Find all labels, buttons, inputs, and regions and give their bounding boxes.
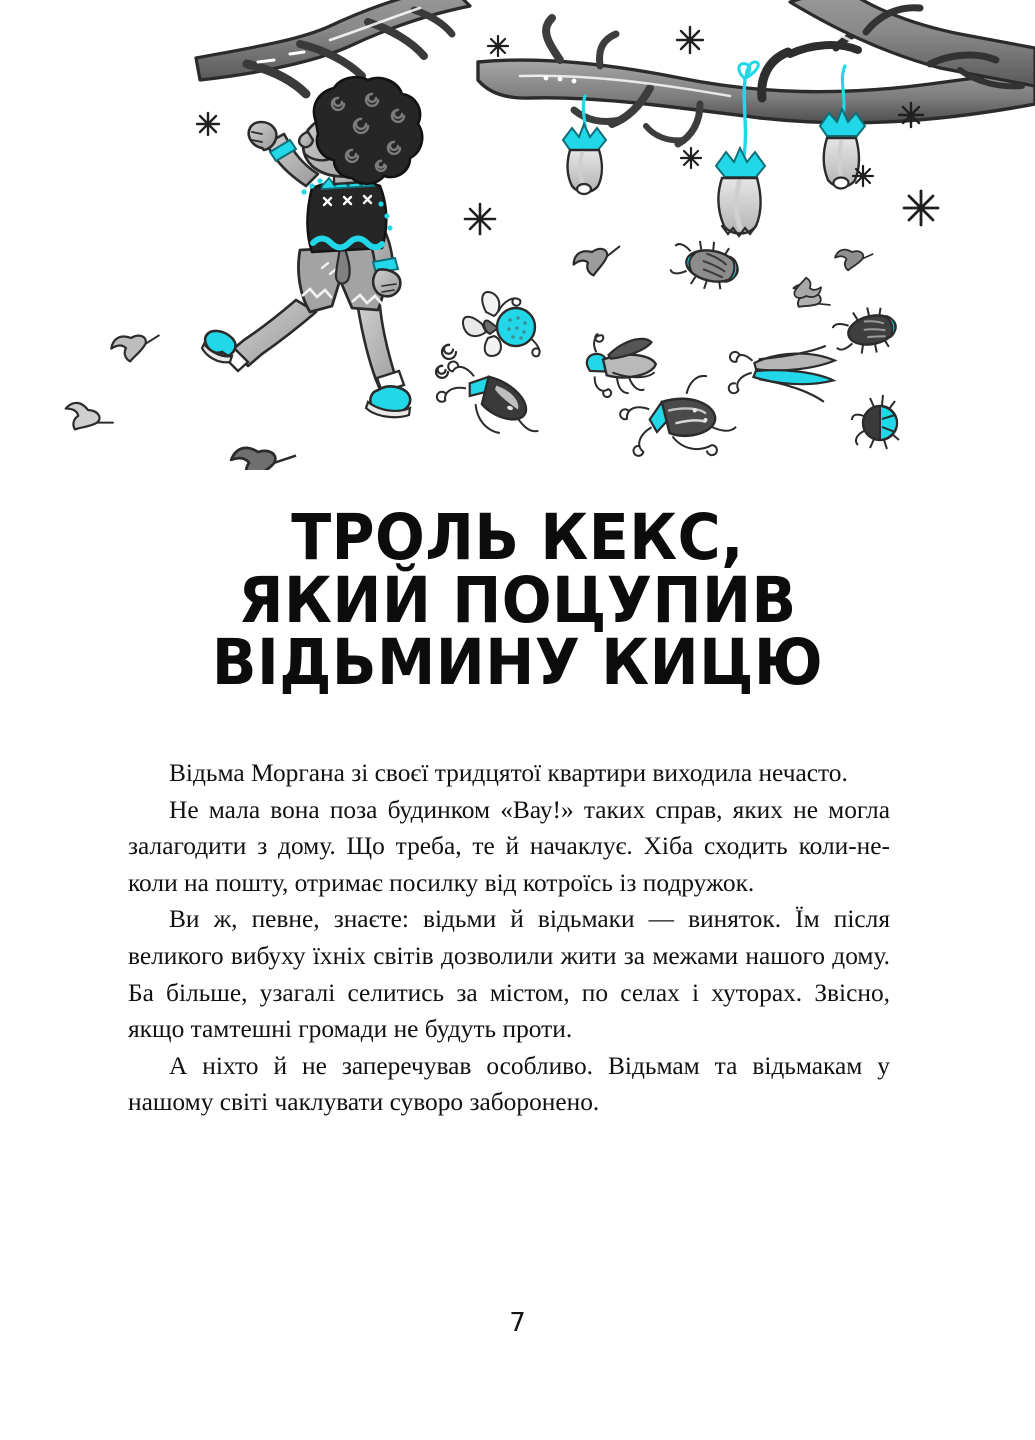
tree-branches	[196, 0, 1035, 144]
hanging-cocoon-left	[563, 96, 606, 194]
insect-dotted-fly	[463, 292, 540, 356]
body-paragraph: А ніхто й не заперечував особливо. Відьмам та відьмакам у нашому світі чаклувати суворо заборонено.	[128, 1051, 890, 1117]
body-paragraph: Ви ж, певне, знаєте: відьми й відьмаки — виняток. Їм після великого вибуху їхніх світів дозволили жити за межами нашого дому. Ба більше, узагалі селитись за містом, по селах і хуторах. Звісно, якщо тамтешні громади не будуть проти.	[128, 905, 890, 1044]
troll-character	[202, 77, 422, 417]
chapter-title	[36, 501, 999, 699]
insect-round-bug	[852, 395, 899, 449]
chapter-illustration	[0, 0, 1035, 470]
chapter-title-line-2: ЯКИЙ ПОЦУПИВ	[238, 563, 797, 637]
snowflake-sparkles	[197, 27, 938, 234]
insect-cyan-head-fly	[584, 328, 659, 399]
page-number: 7	[509, 1308, 526, 1338]
tree-branch-upper-left	[196, 0, 470, 94]
body-text	[128, 755, 890, 1121]
insect-dark-beetle	[432, 360, 551, 445]
falling-leaves	[61, 237, 875, 470]
tree-branch-main	[478, 18, 1035, 144]
body-paragraph: Відьма Моргана зі своєї тридцятої квартири виходила нечасто.	[169, 759, 848, 787]
tree-branch-right	[790, 0, 1035, 86]
decorative-curl	[436, 345, 456, 378]
insect-cyan-dragonfly	[727, 339, 835, 402]
hanging-cocoon-center	[716, 62, 765, 236]
chapter-title-line-3: ВІДЬМИНУ КИЦЮ	[211, 625, 824, 699]
body-paragraph: Не мала вона поза будинком «Вау!» таких справ, яких не могла залагодити з дому. Що треба, те й начаклує. Хіба сходить коли-не-коли на пошту, отримає посилку від котроїсь із подружок.	[128, 795, 890, 897]
insect-wedge-beetle	[616, 371, 742, 470]
chapter-title-line-1: ТРОЛЬ КЕКС,	[291, 501, 744, 575]
flying-insects	[432, 234, 900, 470]
hanging-cocoon-right	[820, 66, 865, 189]
insect-striped-beetle-top	[668, 234, 743, 295]
insect-striped-beetle-right	[830, 303, 900, 361]
